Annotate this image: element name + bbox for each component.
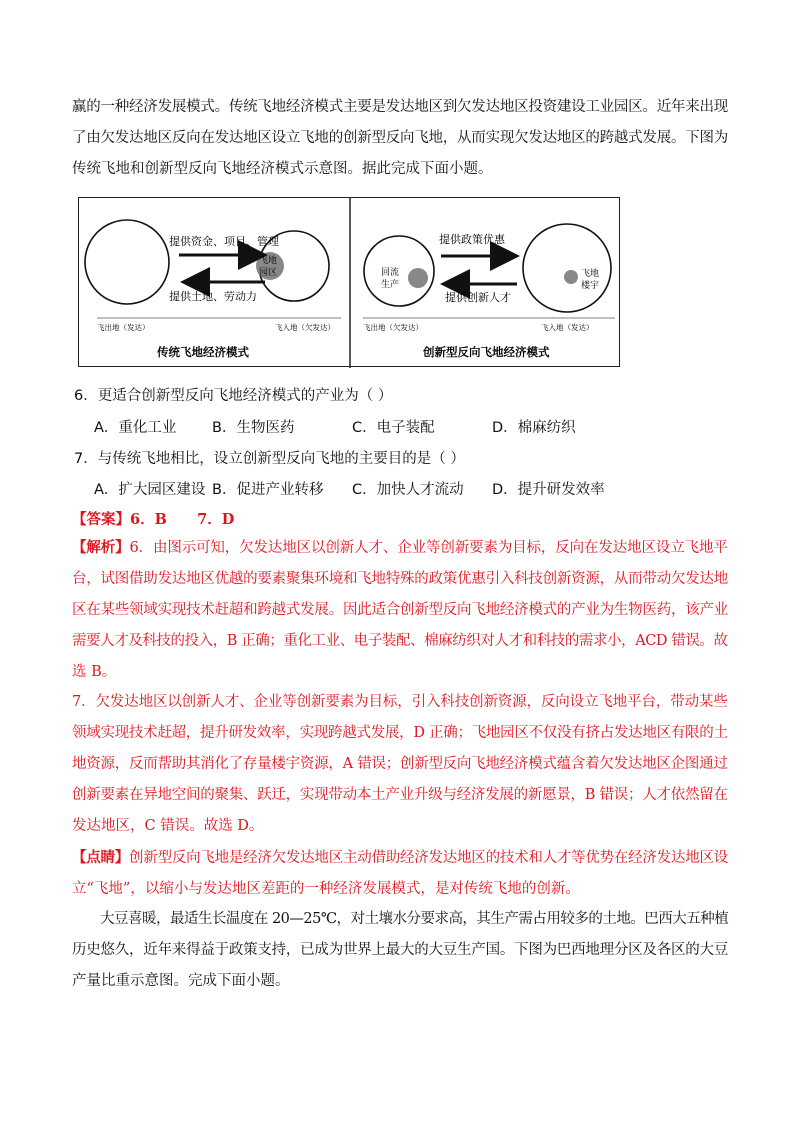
question-6-option-c[interactable]: C．电子装配 xyxy=(352,420,435,436)
building-label-2: 楼宇 xyxy=(581,281,600,291)
right-destination-circle xyxy=(523,224,611,312)
analysis-line: 创新要素在异地空间的聚集、跃迁，实现带动本土产业升级与经济发展的新愿景，B 错误；人才依然留在 xyxy=(72,787,728,803)
answer-tag: 【答案】 xyxy=(72,511,130,528)
intro-line: 了由欠发达地区反向在发达地区设立飞地的创新型反向飞地，从而实现欠发达地区的跨越式发展。下图为 xyxy=(72,130,728,146)
intro-line: 传统飞地和创新型反向飞地经济模式示意图。据此完成下面小题。 xyxy=(72,161,493,177)
analysis-line: 领域实现技术赶超，提升研发效率，实现跨越式发展，D 正确；飞地园区不仅没有挤占发达地区有限的土 xyxy=(72,725,728,741)
right-caption: 创新型反向飞地经济模式 xyxy=(423,345,550,359)
analysis-line: 选 B。 xyxy=(72,664,117,680)
return-production-dot xyxy=(408,268,428,288)
left-base-left-label: 飞出地（发达） xyxy=(97,323,150,332)
left-arrow-top-label: 提供资金、项目、管理 xyxy=(169,235,279,248)
question-7-option-b[interactable]: B．促进产业转移 xyxy=(212,482,324,498)
analysis-line: 发达地区，C 错误。故选 D。 xyxy=(72,818,264,834)
passage-line: 产量比重示意图。完成下面小题。 xyxy=(72,973,290,989)
answer-text: 6．B 7．D xyxy=(130,511,235,528)
left-arrow-bottom-label: 提供土地、劳动力 xyxy=(169,290,257,303)
analysis-line: 台，试图借助发达地区优越的要素聚集环境和飞地特殊的政策优惠引入科技创新资源，从而带动欠发达地 xyxy=(72,571,728,587)
intro-paragraph xyxy=(72,92,728,185)
analysis-line: 地资源，反而帮助其消化了存量楼宇资源，A 错误；创新型反向飞地经济模式蕴含着欠发达地区企图通过 xyxy=(72,756,728,772)
question-7-option-d[interactable]: D．提升研发效率 xyxy=(492,482,605,498)
analysis-line: 6．由图示可知，欠发达地区以创新人才、企业等创新要素为目标，反向在发达地区设立飞地平 xyxy=(129,540,728,556)
comment-line: 创新型反向飞地是经济欠发达地区主动借助经济发达地区的技术和人才等优势在经济发达地区设 xyxy=(129,850,728,866)
answer-line xyxy=(72,508,234,529)
question-6-option-d[interactable]: D．棉麻纺织 xyxy=(492,420,576,436)
comment-paragraph xyxy=(72,842,728,905)
right-arrow-top-label: 提供政策优惠 xyxy=(439,233,505,246)
right-arrow-bottom-label: 提供创新人才 xyxy=(445,291,511,304)
question-6-option-b[interactable]: B．生物医药 xyxy=(212,420,295,436)
left-caption: 传统飞地经济模式 xyxy=(157,345,249,359)
analysis-tag: 【解析】 xyxy=(72,539,130,556)
comment-tag: 【点睛】 xyxy=(72,849,130,866)
left-origin-circle xyxy=(85,220,169,304)
passage-line: 历史悠久，近年来得益于政策支持，已成为世界上最大的大豆生产国。下图为巴西地理分区及各区的大豆 xyxy=(72,942,728,958)
right-base-right-label: 飞入地（发达） xyxy=(541,323,594,332)
left-base-right-label: 飞入地（欠发达） xyxy=(275,323,335,332)
enclave-model-figure xyxy=(78,197,620,367)
question-6-option-a[interactable]: A．重化工业 xyxy=(94,420,177,436)
analysis-paragraph-1 xyxy=(72,532,728,688)
analysis-paragraph-2 xyxy=(72,687,728,842)
enclave-label-2: 园区 xyxy=(259,268,278,278)
analysis-line: 需要人才及科技的投入，B 正确；重化工业、电子装配、棉麻纺织对人才和科技的需求小，ACD 错误。故 xyxy=(72,633,728,649)
return-label-1: 回流 xyxy=(381,268,400,278)
right-base-left-label: 飞出地（欠发达） xyxy=(363,323,423,332)
return-label-2: 生产 xyxy=(381,280,400,290)
question-7-stem: 7．与传统飞地相比，设立创新型反向飞地的主要目的是（ ） xyxy=(74,451,465,467)
analysis-line: 区在某些领域实现技术赶超和跨越式发展。因此适合创新型反向飞地经济模式的产业为生物医药，该产业 xyxy=(72,602,728,618)
next-passage xyxy=(72,904,728,997)
question-7-option-c[interactable]: C．加快人才流动 xyxy=(352,482,464,498)
figure-diagram xyxy=(79,198,621,368)
intro-line: 赢的一种经济发展模式。传统飞地经济模式主要是发达地区到欠发达地区投资建设工业园区。近年来出现 xyxy=(72,99,728,115)
question-7-option-a[interactable]: A．扩大园区建设 xyxy=(94,482,206,498)
analysis-line: 7．欠发达地区以创新人才、企业等创新要素为目标，引入科技创新资源，反向设立飞地平台，带动某些 xyxy=(72,694,728,710)
comment-line: 立“飞地”，以缩小与发达地区差距的一种经济发展模式，是对传统飞地的创新。 xyxy=(72,881,580,897)
building-label-1: 飞地 xyxy=(581,269,600,279)
passage-line: 大豆喜暖，最适生长温度在 20—25℃，对土壤水分要求高，其生产需占用较多的土地。巴西大五种植 xyxy=(100,911,729,927)
enclave-label-1: 飞地 xyxy=(259,256,278,266)
enclave-building-dot xyxy=(564,270,578,284)
question-6-stem: 6．更适合创新型反向飞地经济模式的产业为（ ） xyxy=(74,388,393,404)
